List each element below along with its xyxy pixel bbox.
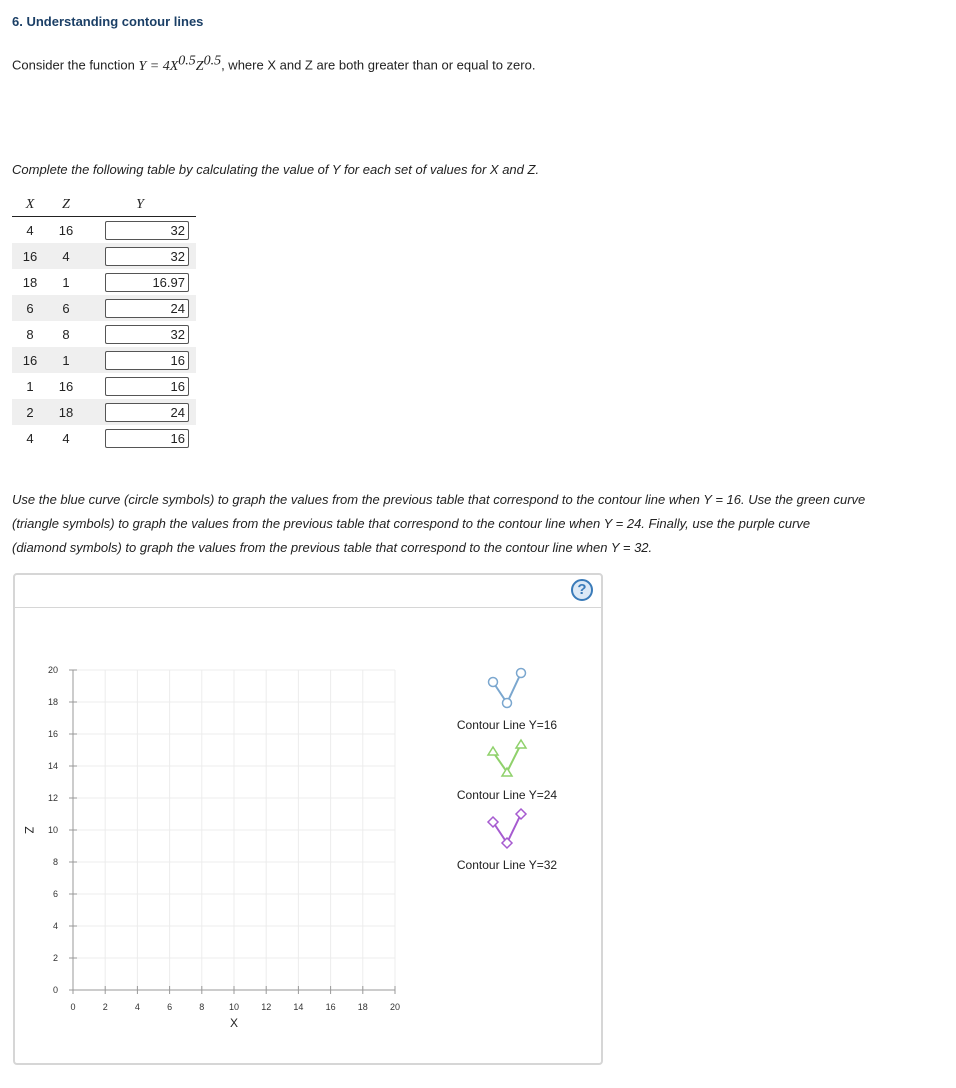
table-row xyxy=(12,269,196,295)
header-x: X xyxy=(12,194,48,217)
help-icon[interactable]: ? xyxy=(571,579,593,601)
y-input[interactable]: 16 xyxy=(105,351,189,370)
cell-x: 8 xyxy=(26,326,34,342)
intro-suffix: , where X and Z are both greater than or equal to zero. xyxy=(221,57,536,73)
x-tick-label: 20 xyxy=(389,1002,401,1012)
y-input[interactable]: 16.97 xyxy=(105,273,189,292)
x-axis-label: X xyxy=(229,1016,239,1030)
y-input[interactable]: 32 xyxy=(105,221,189,240)
cell-z: 1 xyxy=(62,274,70,290)
legend-label-y24: Contour Line Y=24 xyxy=(456,788,558,802)
contour-graph[interactable] xyxy=(15,575,601,1063)
cell-x: 2 xyxy=(12,399,48,425)
graph-instruction-line-1: Use the blue curve (circle symbols) to graph the values from the previous table that correspond to the contour line when Y = 16. Use the green curve xyxy=(12,492,866,507)
table-row xyxy=(12,347,196,373)
table-row xyxy=(12,295,196,321)
cell-z: 4 xyxy=(62,430,70,446)
green-triangle-marker xyxy=(516,740,526,748)
question-title: 6. Understanding contour lines xyxy=(12,14,204,29)
cell-z: 6 xyxy=(48,295,84,321)
y-input[interactable]: 32 xyxy=(105,247,189,266)
table-row xyxy=(12,243,196,269)
table-row xyxy=(12,399,196,425)
x-tick-label: 2 xyxy=(102,1002,108,1012)
table-row xyxy=(12,373,196,399)
x-tick-label: 6 xyxy=(167,1002,173,1012)
y-tick-label: 18 xyxy=(47,697,58,707)
y-tick-label: 16 xyxy=(47,729,58,739)
y-input[interactable]: 24 xyxy=(105,299,189,318)
header-z: Z xyxy=(48,194,84,217)
y-tick-label: 2 xyxy=(52,953,58,963)
x-tick-label: 16 xyxy=(325,1002,336,1012)
x-tick-label: 4 xyxy=(134,1002,140,1012)
graph-instruction-line-3: (diamond symbols) to graph the values from the previous table that correspond to the contour line when Y = 32. xyxy=(12,540,653,555)
graph-instruction-line-2: (triangle symbols) to graph the values from the previous table that correspond to the contour line when Y = 24. Finally, use the purple curve xyxy=(12,516,811,531)
table-row xyxy=(12,321,196,347)
y-tick-label: 4 xyxy=(52,921,58,931)
x-tick-label: 8 xyxy=(199,1002,205,1012)
cell-x: 16 xyxy=(12,243,48,269)
cell-x: 18 xyxy=(22,274,38,290)
y-tick-label: 0 xyxy=(52,985,58,995)
legend-tool-y24[interactable] xyxy=(457,740,558,802)
x-tick-label: 12 xyxy=(261,1002,272,1012)
xyz-table xyxy=(12,194,196,451)
y-tick-label: 14 xyxy=(47,761,58,771)
blue-circle-marker xyxy=(489,678,498,687)
intro-prefix: Consider the function xyxy=(12,57,139,73)
cell-x: 6 xyxy=(12,295,48,321)
y-input[interactable]: 24 xyxy=(105,403,189,422)
cell-z: 4 xyxy=(48,243,84,269)
green-triangle-marker xyxy=(502,768,512,776)
legend-label-y32: Contour Line Y=32 xyxy=(456,858,558,872)
cell-x: 4 xyxy=(26,222,34,238)
cell-x: 16 xyxy=(12,347,48,373)
y-input[interactable]: 32 xyxy=(105,325,189,344)
y-tick-label: 8 xyxy=(52,857,58,867)
graph-panel xyxy=(13,573,603,1065)
legend-tool-y32[interactable] xyxy=(457,809,558,872)
x-tick-label: 14 xyxy=(293,1002,304,1012)
header-y: Y xyxy=(84,194,196,217)
grid-lines xyxy=(73,670,395,990)
axes xyxy=(69,670,395,994)
cell-z: 16 xyxy=(58,378,74,394)
cell-x: 4 xyxy=(26,430,34,446)
y-input[interactable]: 16 xyxy=(105,429,189,448)
x-tick-label: 0 xyxy=(70,1002,76,1012)
y-axis-label: Z xyxy=(22,826,36,834)
y-tick-label: 6 xyxy=(52,889,58,899)
y-tick-label: 10 xyxy=(47,825,58,835)
legend-tool-y16[interactable] xyxy=(457,669,558,733)
table-instruction: Complete the following table by calculating the value of Y for each set of values for X and Z. xyxy=(12,162,540,177)
cell-z: 18 xyxy=(48,399,84,425)
blue-circle-marker xyxy=(517,669,526,678)
y-tick-label: 20 xyxy=(47,665,58,675)
table-row xyxy=(12,217,196,244)
intro-text xyxy=(12,53,535,75)
legend-label-y16: Contour Line Y=16 xyxy=(456,718,558,732)
blue-circle-marker xyxy=(503,699,512,708)
cell-z: 1 xyxy=(48,347,84,373)
green-triangle-marker xyxy=(488,747,498,755)
x-tick-label: 18 xyxy=(357,1002,368,1012)
x-tick-label: 10 xyxy=(228,1002,240,1012)
y-input[interactable]: 16 xyxy=(105,377,189,396)
y-tick-label: 12 xyxy=(47,793,58,803)
tick-labels xyxy=(48,665,400,1012)
function-formula: $Y = 4X^{0.5}Z^{0.5}$ xyxy=(138,53,222,74)
cell-z: 8 xyxy=(62,326,70,342)
purple-diamond-marker xyxy=(516,809,526,819)
table-row xyxy=(12,425,196,451)
cell-z: 16 xyxy=(58,222,74,238)
cell-x: 1 xyxy=(26,378,34,394)
